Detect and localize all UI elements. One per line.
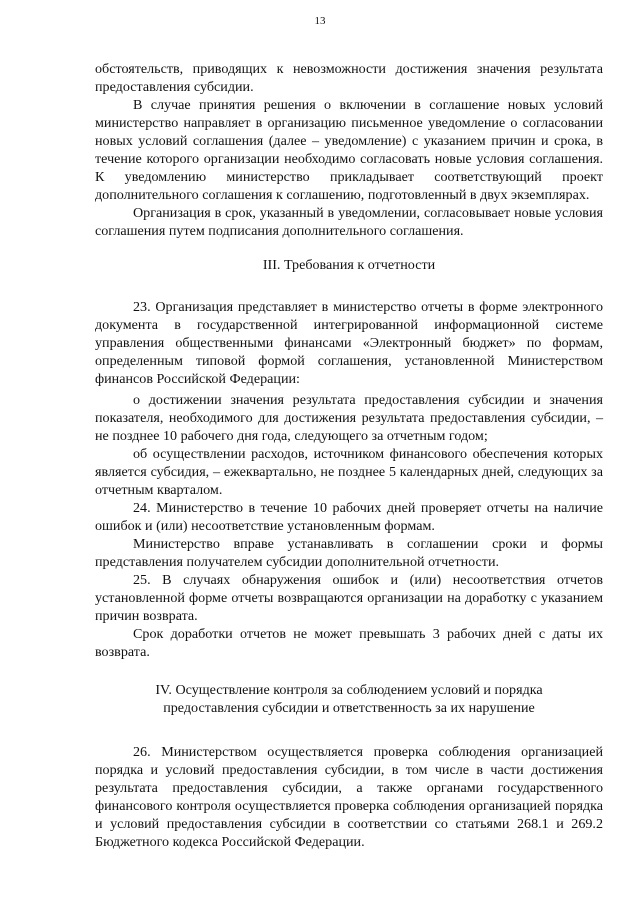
paragraph: 24. Министерство в течение 10 рабочих дней проверяет отчеты на наличие ошибок и (или) несоответствие установленным формам. — [95, 500, 603, 534]
page-number: 13 — [314, 15, 326, 27]
paragraph: о достижении значения результата предоставления субсидии и значения показателя, необходимого для достижения результата предоставления субсидии, – не позднее 10 рабочего дня года, следующего за отчетным годом; — [95, 392, 603, 444]
paragraph: обстоятельств, приводящих к невозможности достижения значения результата предоставления субсидии. — [95, 61, 603, 95]
section-heading-iv-line2: предоставления субсидии и ответственность за их нарушение — [163, 700, 535, 716]
paragraph: В случае принятия решения о включении в соглашение новых условий министерство направляет в организацию письменное уведомление о согласовании новых условий соглашения (далее – уведомление) с указанием причин и срока, в течение которого организации необходимо согласовать новые условия соглашения. К уведомлению министерство прикладывает соответствующий проект дополнительного соглашения к соглашению, подготовленный в двух экземплярах. — [95, 97, 603, 203]
paragraph: Срок доработки отчетов не может превышать 3 рабочих дней с даты их возврата. — [95, 626, 603, 660]
paragraph: 25. В случаях обнаружения ошибок и (или) несоответствия отчетов установленной форме отчеты возвращаются организации на доработку с указанием причин возврата. — [95, 572, 603, 624]
paragraph: об осуществлении расходов, источником финансового обеспечения которых является субсидия, – ежеквартально, не позднее 5 календарных дней, следующих за отчетным кварталом. — [95, 446, 603, 498]
paragraph: 26. Министерством осуществляется проверка соблюдения организацией порядка и условий предоставления субсидии, в том числе в части достижения результата предоставления субсидии, а также органами государственного финансового контроля осуществляется проверка соблюдения организацией порядка и условий предоставления субсидии в соответствии со статьями 268.1 и 269.2 Бюджетного кодекса Российской Федерации. — [95, 744, 603, 850]
section-heading-iv-line1: IV. Осуществление контроля за соблюдением условий и порядка — [155, 682, 543, 698]
section-heading-iv — [95, 681, 603, 717]
paragraph: Министерство вправе устанавливать в соглашении сроки и формы представления получателем субсидии дополнительной отчетности. — [95, 536, 603, 570]
paragraph: 23. Организация представляет в министерство отчеты в форме электронного документа в государственной интегрированной информационной системе управления общественными финансами «Электронный бюджет» по формам, определенным типовой формой соглашения, установленной Министерством финансов Российской Федерации: — [95, 299, 603, 387]
section-heading-iii: III. Требования к отчетности — [262, 257, 436, 273]
page-content — [95, 60, 603, 851]
paragraph: Организация в срок, указанный в уведомлении, согласовывает новые условия соглашения путем подписания дополнительного соглашения. — [95, 205, 603, 239]
